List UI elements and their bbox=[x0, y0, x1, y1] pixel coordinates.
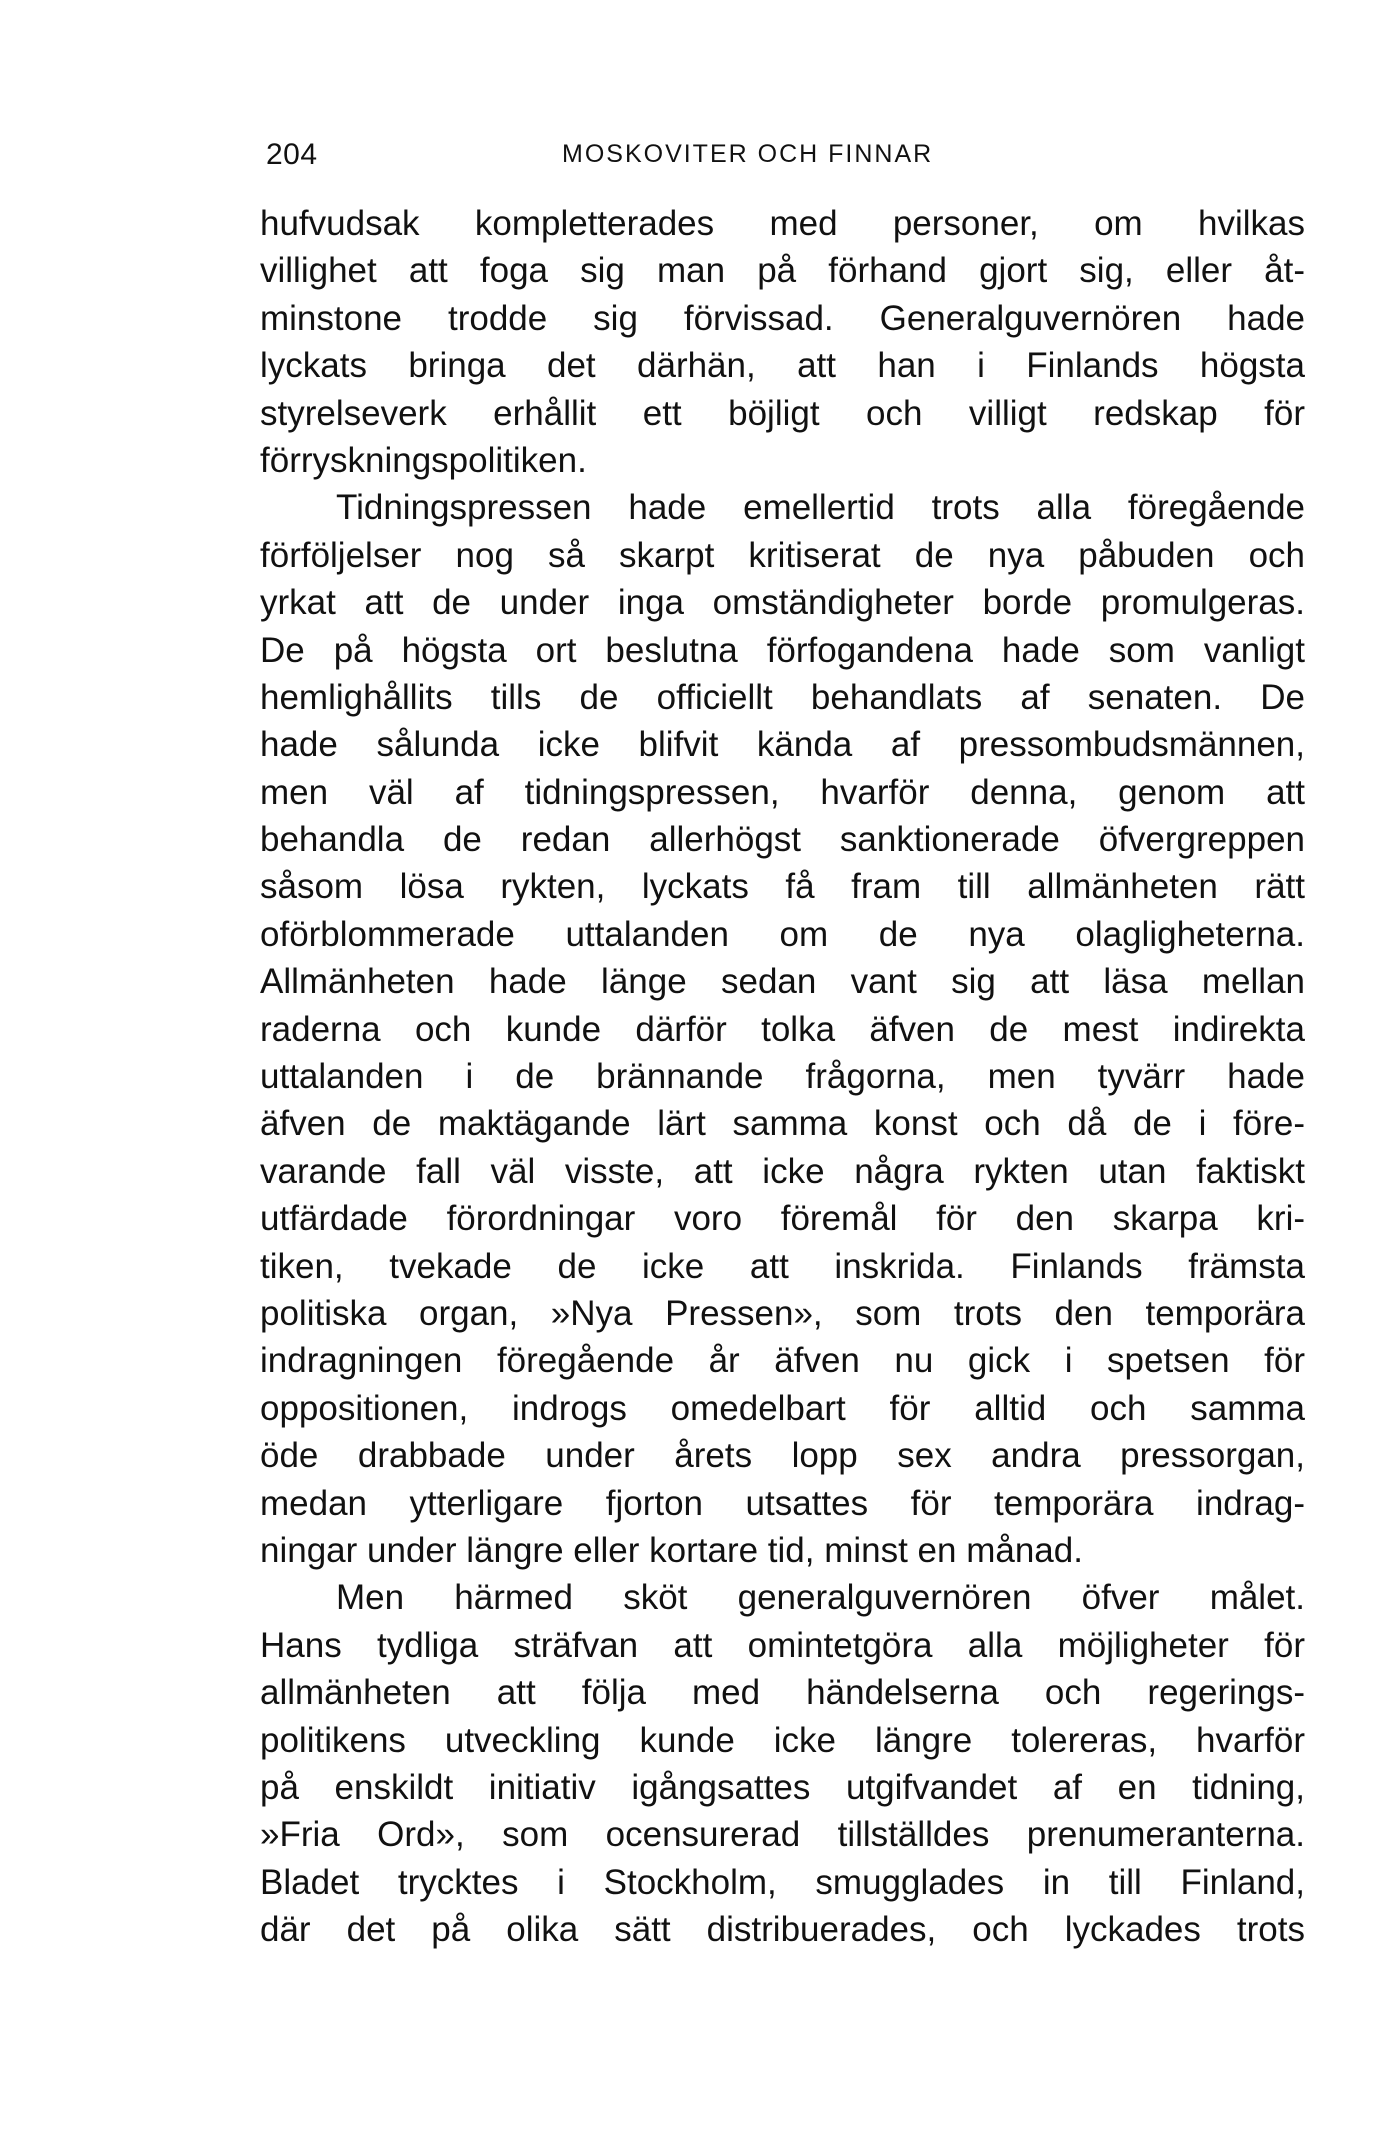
text-line: uttalanden i de brännande frågorna, men tyvärr hade bbox=[260, 1057, 1305, 1097]
text-line: Men härmed sköt generalguvernören öfver målet. bbox=[336, 1578, 1305, 1618]
text-line: hufvudsak kompletterades med personer, om hvilkas bbox=[260, 204, 1305, 243]
text-line: förryskningspolitiken. bbox=[260, 440, 587, 480]
text-line: allmänheten att följa med händelserna och regerings- bbox=[260, 1673, 1305, 1713]
text-line: lyckats bringa det därhän, att han i Finlands högsta bbox=[260, 346, 1305, 386]
page-header bbox=[266, 138, 1306, 174]
text-line: medan ytterligare fjorton utsattes för temporära indrag- bbox=[260, 1483, 1305, 1523]
text-line: politiska organ, »Nya Pressen», som trots den temporära bbox=[260, 1293, 1305, 1333]
text-line: öde drabbade under årets lopp sex andra pressorgan, bbox=[260, 1436, 1305, 1476]
text-line: Bladet trycktes i Stockholm, smugglades in till Finland, bbox=[260, 1862, 1305, 1902]
text-line: oförblommerade uttalanden om de nya olagligheterna. bbox=[260, 914, 1305, 954]
text-line: minstone trodde sig förvissad. Generalguvernören hade bbox=[260, 298, 1305, 338]
text-line: äfven de maktägande lärt samma konst och då de i före- bbox=[260, 1104, 1305, 1144]
text-line: utfärdade förordningar voro föremål för den skarpa kri- bbox=[260, 1199, 1305, 1239]
text-line: Hans tydliga sträfvan att omintetgöra alla möjligheter för bbox=[260, 1625, 1305, 1665]
text-line: »Fria Ord», som ocensurerad tillställdes prenumeranterna. bbox=[260, 1815, 1305, 1855]
text-line: tiken, tvekade de icke att inskrida. Finlands främsta bbox=[260, 1246, 1305, 1286]
text-line: Tidningspressen hade emellertid trots alla föregående bbox=[336, 488, 1305, 528]
page-number: 204 bbox=[266, 138, 318, 171]
text-line: varande fall väl visste, att icke några rykten utan faktiskt bbox=[260, 1151, 1305, 1191]
text-line: yrkat att de under inga omständigheter borde promulgeras. bbox=[260, 583, 1305, 623]
text-line: hade sålunda icke blifvit kända af pressombudsmännen, bbox=[260, 725, 1305, 765]
text-line: Allmänheten hade länge sedan vant sig att läsa mellan bbox=[260, 962, 1305, 1002]
text-line: såsom lösa rykten, lyckats få fram till allmänheten rätt bbox=[260, 867, 1305, 907]
text-line: politikens utveckling kunde icke längre tolereras, hvarför bbox=[260, 1720, 1305, 1760]
text-line: hemlighållits tills de officiellt behandlats af senaten. De bbox=[260, 677, 1305, 717]
text-line: men väl af tidningspressen, hvarför denna, genom att bbox=[260, 772, 1305, 812]
text-line: behandla de redan allerhögst sanktionerade öfvergreppen bbox=[260, 820, 1305, 860]
text-line: förföljelser nog så skarpt kritiserat de nya påbuden och bbox=[260, 535, 1305, 575]
body-text bbox=[260, 200, 1305, 1953]
text-line: villighet att foga sig man på förhand gjort sig, eller åt- bbox=[260, 251, 1305, 291]
text-line: raderna och kunde därför tolka äfven de mest indirekta bbox=[260, 1009, 1305, 1049]
text-line: där det på olika sätt distribuerades, och lyckades trots bbox=[260, 1910, 1305, 1950]
text-line: De på högsta ort beslutna förfogandena hade som vanligt bbox=[260, 630, 1305, 670]
text-line: ningar under längre eller kortare tid, minst en månad. bbox=[260, 1530, 1083, 1570]
text-line: oppositionen, indrogs omedelbart för alltid och samma bbox=[260, 1388, 1305, 1428]
text-line: indragningen föregående år äfven nu gick i spetsen för bbox=[260, 1341, 1305, 1381]
running-title: MOSKOVITER OCH FINNAR bbox=[562, 140, 934, 168]
text-line: på enskildt initiativ igångsattes utgifvandet af en tidning, bbox=[260, 1767, 1305, 1807]
text-line: styrelseverk erhållit ett böjligt och villigt redskap för bbox=[260, 393, 1305, 433]
